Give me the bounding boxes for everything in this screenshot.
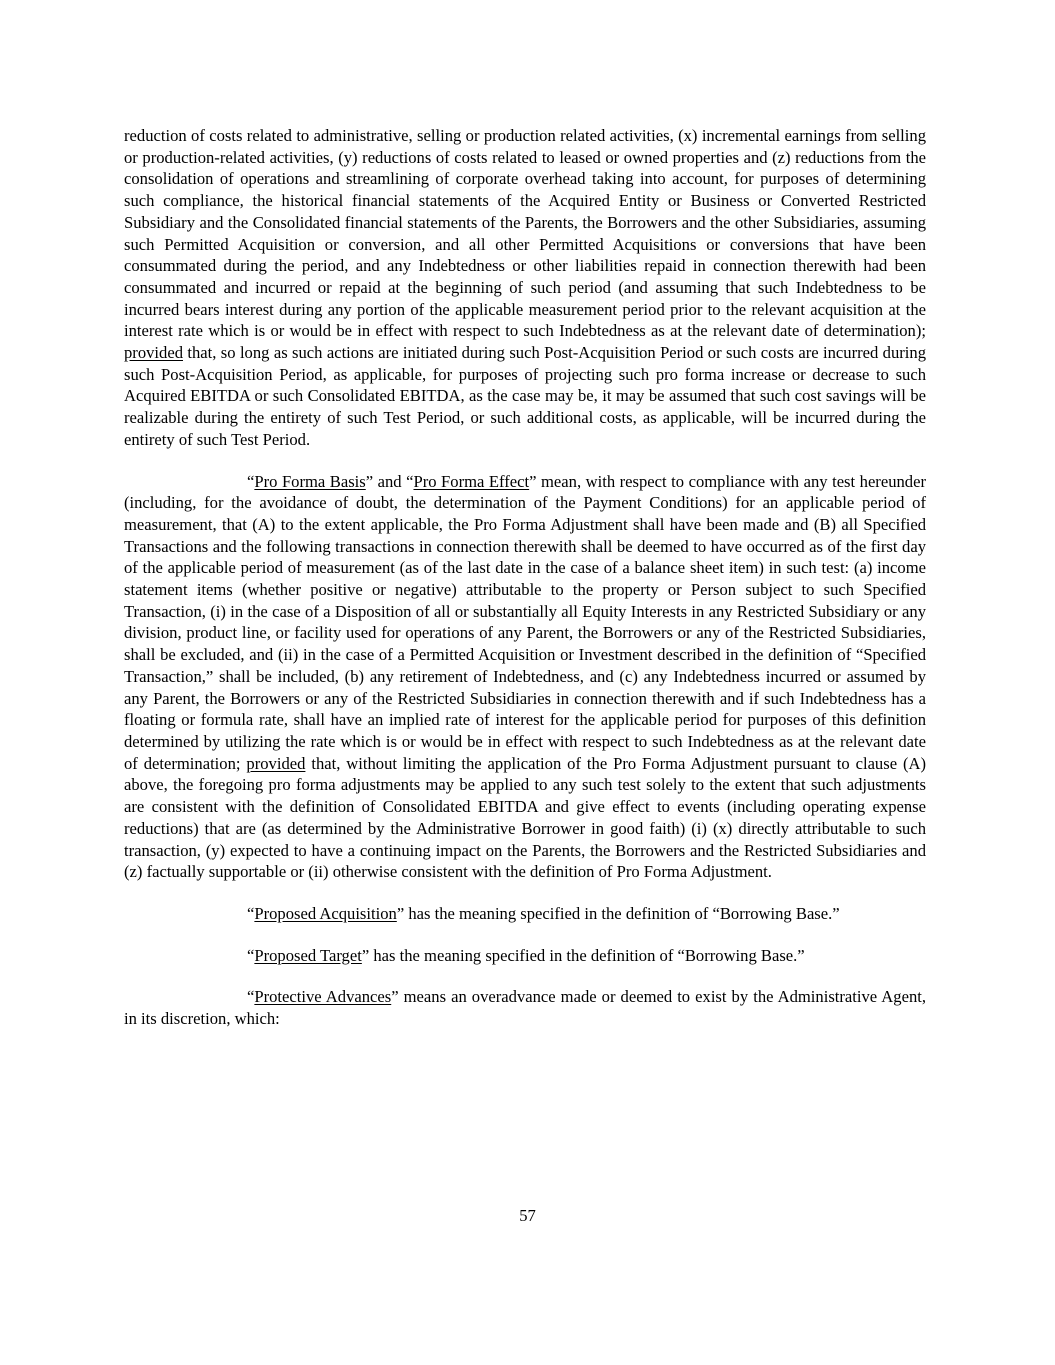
- defined-term-proposed-acquisition: Proposed Acquisition: [254, 903, 397, 923]
- paragraph-proposed-acquisition: [124, 903, 926, 925]
- open-quote: “: [247, 945, 255, 965]
- page-number: 57: [519, 1206, 536, 1225]
- paragraph-text: that, so long as such actions are initiated during such Post-Acquisition Period or such costs are incurred during such Post-Acquisition Period, as applicable, for purposes of projecting such pro forma increase or decrease to such Acquired EBITDA or such Consolidated EBITDA, as the case may be, it may be assumed that such cost savings will be realizable during the entirety of such Test Period, or such additional costs, as applicable, will be incurred during the entirety of such Test Period.: [124, 343, 926, 449]
- connector-text: ” and “: [365, 471, 414, 491]
- provided-term: provided: [246, 753, 306, 773]
- paragraph-protective-advances: [124, 986, 926, 1029]
- paragraph-text: ” means an overadvance made or deemed to exist by the Administrative Agent, in its discretion, which:: [124, 987, 926, 1029]
- document-body: [124, 125, 926, 1030]
- defined-term-pro-forma-basis: Pro Forma Basis: [254, 471, 366, 491]
- paragraph-text: reduction of costs related to administrative, selling or production related activities, (x) incremental earnings from selling or production-related activities, (y) reductions of costs related to leased or owned properties and (z) reductions from the consolidation of operations and streamlining of corporate overhead taking into account, for purposes of determining such compliance, the historical financial statements of the Acquired Entity or Business or Converted Restricted Subsidiary and the Consolidated financial statements of the Parents, the Borrowers and the other Subsidiaries, assuming such Permitted Acquisition or conversion, and all other Permitted Acquisitions or conversions that have been consummated during the period, and any Indebtedness or other liabilities repaid in connection therewith had been consummated and incurred or repaid at the beginning of such period (and assuming that such Indebtedness to be incurred bears interest during any portion of the applicable measurement period prior to the relevant acquisition at the interest rate which is or would be in effect with respect to such Indebtedness as at the relevant date of determination);: [124, 126, 926, 341]
- defined-term-pro-forma-effect: Pro Forma Effect: [413, 471, 530, 491]
- paragraph-text: that, without limiting the application of the Pro Forma Adjustment pursuant to clause (A) above, the foregoing pro forma adjustments may be applied to any such test solely to the extent that such adjustments are consistent with the definition of Consolidated EBITDA and give effect to events (including operating expense reductions) that are (as determined by the Administrative Borrower in good faith) (i) (x) directly attributable to such transaction, (y) expected to have a continuing impact on the Parents, the Borrowers and the Restricted Subsidiaries and (z) factually supportable or (ii) otherwise consistent with the definition of Pro Forma Adjustment.: [124, 753, 926, 882]
- paragraph-text: ” has the meaning specified in the definition of “Borrowing Base.”: [396, 903, 840, 923]
- open-quote: “: [247, 987, 255, 1007]
- paragraph-pro-forma-adjustment-continued: [124, 125, 926, 451]
- paragraph-text: ” mean, with respect to compliance with any test hereunder (including, for the avoidance of doubt, the determination of the Payment Conditions) for an applicable period of measurement, that (A) to the extent applicable, the Pro Forma Adjustment shall have been made and (B) all Specified Transactions and the following transactions in connection therewith shall be deemed to have occurred as of the first day of the applicable period of measurement (as of the last date in the case of a balance sheet item) in such test: (a) income statement items (whether positive or negative) attributable to the property or Person subject to such Specified Transaction, (i) in the case of a Disposition of all or substantially all Equity Interests in any Restricted Subsidiary or any division, product line, or facility used for operations of any Parent, the Borrowers or any of the Restricted Subsidiaries, shall be excluded, and (ii) in the case of a Permitted Acquisition or Investment described in the definition of “Specified Transaction,” shall be included, (b) any retirement of Indebtedness, and (c) any Indebtedness incurred or assumed by any Parent, the Borrowers or any of the Restricted Subsidiaries in connection therewith and if such Indebtedness has a floating or formula rate, shall have an implied rate of interest for the applicable period for purposes of this definition determined by utilizing the rate which is or would be in effect with respect to such Indebtedness as at the relevant date of determination;: [124, 471, 926, 773]
- open-quote: “: [247, 471, 255, 491]
- paragraph-proposed-target: [124, 945, 926, 967]
- paragraph-pro-forma-basis: [124, 471, 926, 883]
- defined-term-protective-advances: Protective Advances: [254, 987, 392, 1007]
- defined-term-proposed-target: Proposed Target: [254, 945, 362, 965]
- open-quote: “: [247, 903, 255, 923]
- paragraph-text: ” has the meaning specified in the definition of “Borrowing Base.”: [361, 945, 805, 965]
- provided-term: provided: [124, 343, 183, 363]
